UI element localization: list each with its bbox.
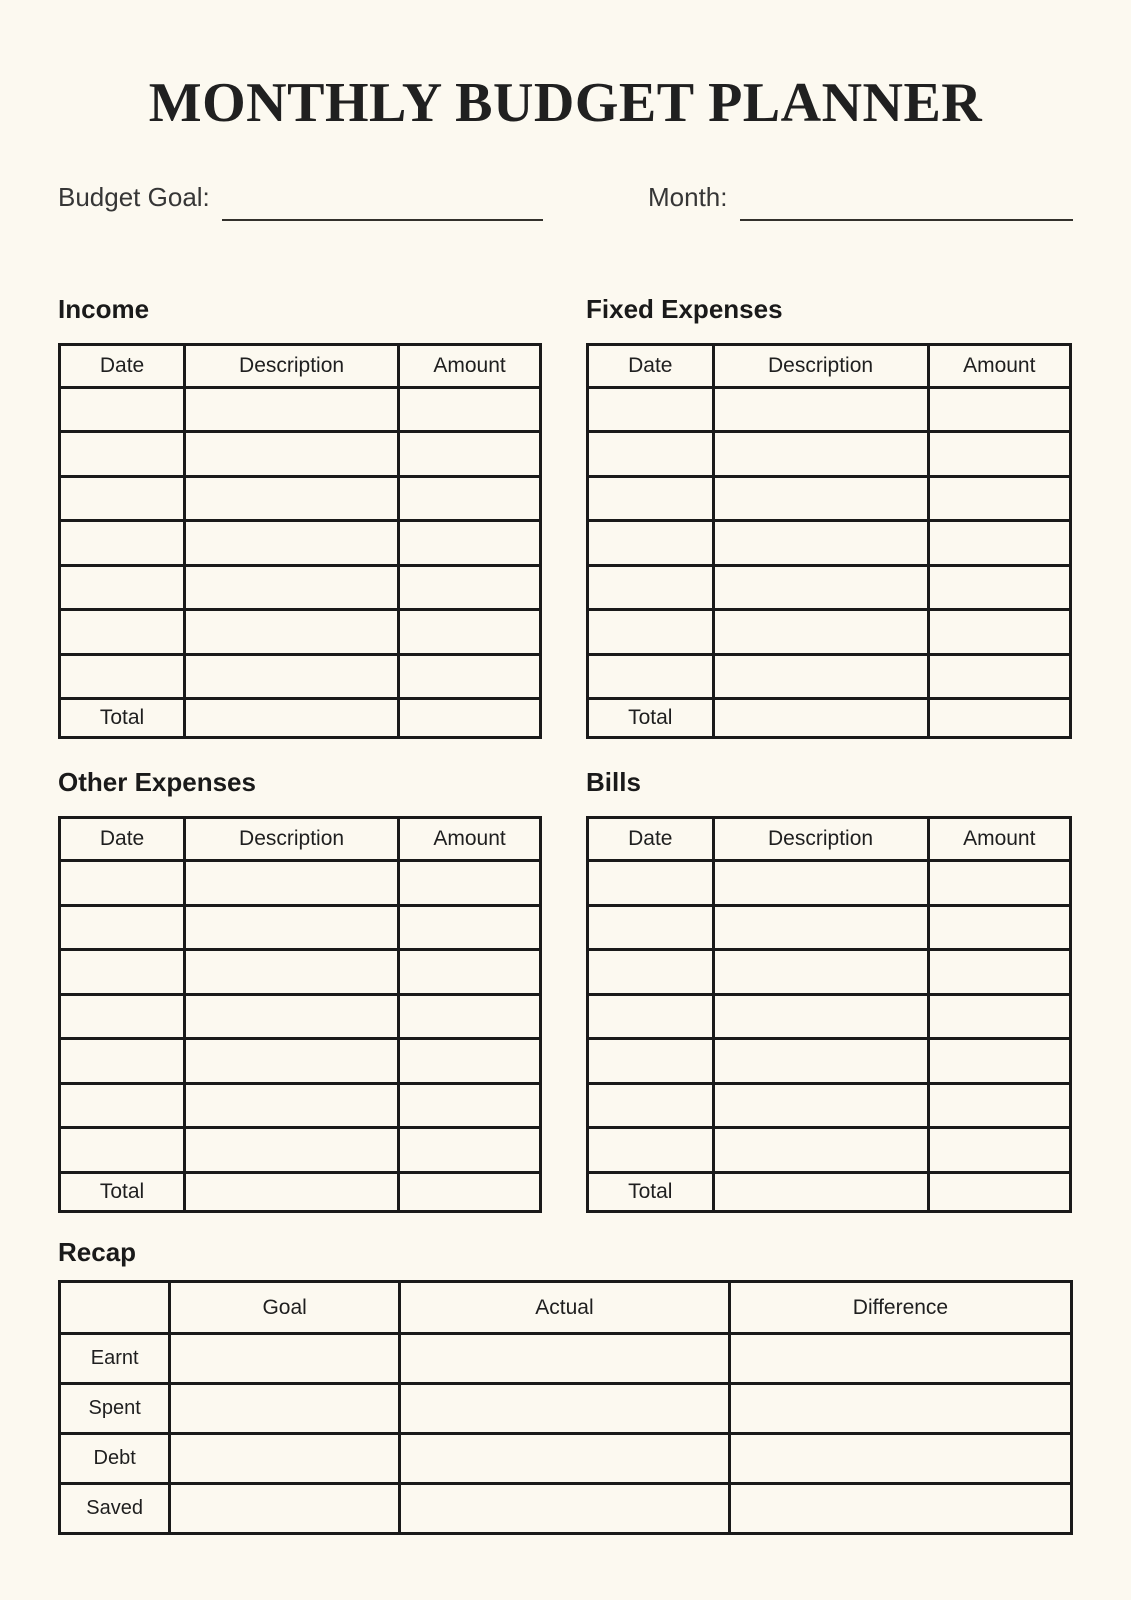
recap-empty-cell[interactable] [170,1384,400,1434]
other-expenses-header-row [60,818,541,861]
month-input[interactable] [740,181,1074,221]
fixed-expenses-empty-cell[interactable] [713,387,928,432]
budget-goal-label: Budget Goal: [58,182,210,212]
other-expenses-heading: Other Expenses [58,767,256,798]
tables-grid [58,294,1073,1213]
other-expenses-row [60,950,541,995]
other-expenses-empty-cell[interactable] [399,1128,541,1173]
income-empty-cell[interactable] [185,476,399,521]
fixed-expenses-empty-cell[interactable] [713,610,928,655]
fixed-expenses-empty-cell[interactable] [588,387,714,432]
income-empty-cell[interactable] [399,654,541,699]
income-empty-cell[interactable] [60,521,185,566]
bills-row [588,1083,1071,1128]
bills-empty-cell[interactable] [713,1083,928,1128]
section-income [58,294,542,740]
bills-table [586,816,1072,1213]
bills-total-description-cell[interactable] [713,1172,928,1211]
recap-heading: Recap [58,1236,137,1267]
bills-heading: Bills [586,767,641,798]
fixed-expenses-empty-cell[interactable] [928,610,1071,655]
income-column-header-description: Description [185,344,399,387]
other-expenses-empty-cell[interactable] [60,1083,185,1128]
fixed-expenses-column-header-description: Description [713,344,928,387]
income-row [60,521,541,566]
fixed-expenses-column-header-amount: Amount [928,344,1071,387]
other-expenses-total-amount-cell[interactable] [399,1172,541,1211]
fixed-expenses-row [588,476,1071,521]
recap-empty-cell[interactable] [729,1384,1071,1434]
income-total-description-cell[interactable] [185,699,399,738]
income-empty-cell[interactable] [185,654,399,699]
recap-row-spent [60,1384,1072,1434]
other-expenses-row [60,1083,541,1128]
other-expenses-empty-cell[interactable] [185,950,399,995]
income-empty-cell[interactable] [399,476,541,521]
fixed-expenses-column-header-date: Date [588,344,714,387]
income-row [60,610,541,655]
income-row [60,387,541,432]
recap-row-debt [60,1434,1072,1484]
other-expenses-row [60,861,541,906]
bills-column-header-amount: Amount [928,818,1071,861]
fixed-expenses-row [588,654,1071,699]
recap-empty-cell[interactable] [729,1484,1071,1534]
fixed-expenses-empty-cell[interactable] [713,565,928,610]
fixed-expenses-empty-cell[interactable] [928,387,1071,432]
other-expenses-empty-cell[interactable] [60,950,185,995]
bills-header-row [588,818,1071,861]
other-expenses-row [60,905,541,950]
other-expenses-empty-cell[interactable] [399,861,541,906]
bills-column-header-description: Description [713,818,928,861]
bills-empty-cell[interactable] [928,994,1071,1039]
bills-total-label: Total [588,1172,714,1211]
bills-empty-cell[interactable] [588,1083,714,1128]
income-heading: Income [58,293,150,324]
recap-corner-cell [60,1282,170,1334]
fixed-expenses-row [588,432,1071,477]
other-expenses-empty-cell[interactable] [399,950,541,995]
recap-empty-cell[interactable] [400,1334,730,1384]
income-empty-cell[interactable] [60,565,185,610]
recap-empty-cell[interactable] [170,1434,400,1484]
fixed-expenses-empty-cell[interactable] [713,432,928,477]
section-other-expenses [58,767,542,1213]
income-table [58,343,542,740]
income-empty-cell[interactable] [399,387,541,432]
income-total-label: Total [60,699,185,738]
section-bills [586,767,1072,1213]
bills-total-row [588,1172,1071,1211]
income-empty-cell[interactable] [399,610,541,655]
other-expenses-row [60,1039,541,1084]
other-expenses-empty-cell[interactable] [399,994,541,1039]
recap-row-label-saved: Saved [60,1484,170,1534]
other-expenses-empty-cell[interactable] [185,1083,399,1128]
income-empty-cell[interactable] [399,521,541,566]
bills-column-header-date: Date [588,818,714,861]
income-empty-cell[interactable] [60,387,185,432]
income-empty-cell[interactable] [185,610,399,655]
bills-empty-cell[interactable] [713,905,928,950]
fixed-expenses-empty-cell[interactable] [928,521,1071,566]
fixed-expenses-table [586,343,1072,740]
other-expenses-empty-cell[interactable] [60,1128,185,1173]
bills-row [588,905,1071,950]
fixed-expenses-row [588,610,1071,655]
other-expenses-total-description-cell[interactable] [185,1172,399,1211]
income-row [60,476,541,521]
income-total-row [60,699,541,738]
fixed-expenses-empty-cell[interactable] [713,476,928,521]
income-empty-cell[interactable] [399,565,541,610]
bills-empty-cell[interactable] [713,950,928,995]
recap-column-header-actual: Actual [400,1282,730,1334]
other-expenses-empty-cell[interactable] [60,994,185,1039]
fixed-expenses-total-description-cell[interactable] [713,699,928,738]
income-empty-cell[interactable] [185,432,399,477]
budget-goal-field [58,181,543,214]
fixed-expenses-empty-cell[interactable] [588,476,714,521]
bills-row [588,861,1071,906]
bills-row [588,994,1071,1039]
fixed-expenses-heading: Fixed Expenses [586,293,783,324]
header-fields [58,181,1073,214]
income-total-amount-cell[interactable] [399,699,541,738]
income-row [60,654,541,699]
recap-empty-cell[interactable] [729,1434,1071,1484]
section-fixed-expenses [586,294,1072,740]
income-empty-cell[interactable] [60,610,185,655]
bills-empty-cell[interactable] [928,1128,1071,1173]
bills-empty-cell[interactable] [588,1128,714,1173]
other-expenses-row [60,994,541,1039]
other-expenses-empty-cell[interactable] [185,994,399,1039]
recap-column-header-goal: Goal [170,1282,400,1334]
bills-empty-cell[interactable] [713,1128,928,1173]
bills-row [588,1039,1071,1084]
fixed-expenses-empty-cell[interactable] [588,610,714,655]
budget-goal-input[interactable] [222,181,543,221]
other-expenses-empty-cell[interactable] [185,861,399,906]
recap-row-saved [60,1484,1072,1534]
recap-empty-cell[interactable] [400,1484,730,1534]
income-empty-cell[interactable] [185,387,399,432]
fixed-expenses-empty-cell[interactable] [588,521,714,566]
other-expenses-total-label: Total [60,1172,185,1211]
fixed-expenses-empty-cell[interactable] [928,654,1071,699]
fixed-expenses-empty-cell[interactable] [928,565,1071,610]
recap-empty-cell[interactable] [400,1384,730,1434]
fixed-expenses-empty-cell[interactable] [588,654,714,699]
fixed-expenses-total-amount-cell[interactable] [928,699,1071,738]
fixed-expenses-empty-cell[interactable] [713,521,928,566]
income-column-header-date: Date [60,344,185,387]
month-label: Month: [648,182,728,212]
income-empty-cell[interactable] [60,476,185,521]
other-expenses-empty-cell[interactable] [399,905,541,950]
other-expenses-empty-cell[interactable] [185,1128,399,1173]
bills-row [588,1128,1071,1173]
bills-empty-cell[interactable] [928,905,1071,950]
fixed-expenses-total-row [588,699,1071,738]
income-empty-cell[interactable] [399,432,541,477]
bills-empty-cell[interactable] [588,950,714,995]
bills-empty-cell[interactable] [928,861,1071,906]
other-expenses-empty-cell[interactable] [399,1083,541,1128]
fixed-expenses-empty-cell[interactable] [928,476,1071,521]
other-expenses-row [60,1128,541,1173]
recap-section [58,1237,1073,1535]
other-expenses-empty-cell[interactable] [185,905,399,950]
page-title: MONTHLY BUDGET PLANNER [148,72,983,134]
other-expenses-column-header-amount: Amount [399,818,541,861]
bills-empty-cell[interactable] [588,861,714,906]
fixed-expenses-empty-cell[interactable] [588,565,714,610]
other-expenses-empty-cell[interactable] [60,1039,185,1084]
income-empty-cell[interactable] [185,521,399,566]
other-expenses-empty-cell[interactable] [60,861,185,906]
fixed-expenses-header-row [588,344,1071,387]
other-expenses-column-header-date: Date [60,818,185,861]
recap-row-label-debt: Debt [60,1434,170,1484]
income-column-header-amount: Amount [399,344,541,387]
recap-row-earnt [60,1334,1072,1384]
other-expenses-empty-cell[interactable] [185,1039,399,1084]
month-field [648,181,1073,214]
other-expenses-empty-cell[interactable] [60,905,185,950]
recap-row-label-spent: Spent [60,1384,170,1434]
fixed-expenses-row [588,521,1071,566]
recap-empty-cell[interactable] [400,1434,730,1484]
fixed-expenses-row [588,565,1071,610]
bills-empty-cell[interactable] [928,1083,1071,1128]
bills-empty-cell[interactable] [588,1039,714,1084]
income-empty-cell[interactable] [60,432,185,477]
bills-empty-cell[interactable] [588,905,714,950]
fixed-expenses-total-label: Total [588,699,714,738]
bills-empty-cell[interactable] [928,950,1071,995]
bills-total-amount-cell[interactable] [928,1172,1071,1211]
other-expenses-table [58,816,542,1213]
income-header-row [60,344,541,387]
fixed-expenses-empty-cell[interactable] [928,432,1071,477]
recap-row-label-earnt: Earnt [60,1334,170,1384]
bills-empty-cell[interactable] [713,1039,928,1084]
income-row [60,565,541,610]
bills-empty-cell[interactable] [928,1039,1071,1084]
income-empty-cell[interactable] [60,654,185,699]
recap-empty-cell[interactable] [170,1334,400,1384]
bills-empty-cell[interactable] [713,994,928,1039]
other-expenses-empty-cell[interactable] [399,1039,541,1084]
bills-row [588,950,1071,995]
recap-empty-cell[interactable] [729,1334,1071,1384]
fixed-expenses-empty-cell[interactable] [588,432,714,477]
fixed-expenses-empty-cell[interactable] [713,654,928,699]
other-expenses-column-header-description: Description [185,818,399,861]
income-empty-cell[interactable] [185,565,399,610]
recap-table [58,1280,1073,1535]
income-row [60,432,541,477]
bills-empty-cell[interactable] [713,861,928,906]
recap-empty-cell[interactable] [170,1484,400,1534]
recap-header-row [60,1282,1072,1334]
bills-empty-cell[interactable] [588,994,714,1039]
other-expenses-total-row [60,1172,541,1211]
fixed-expenses-row [588,387,1071,432]
recap-column-header-difference: Difference [729,1282,1071,1334]
